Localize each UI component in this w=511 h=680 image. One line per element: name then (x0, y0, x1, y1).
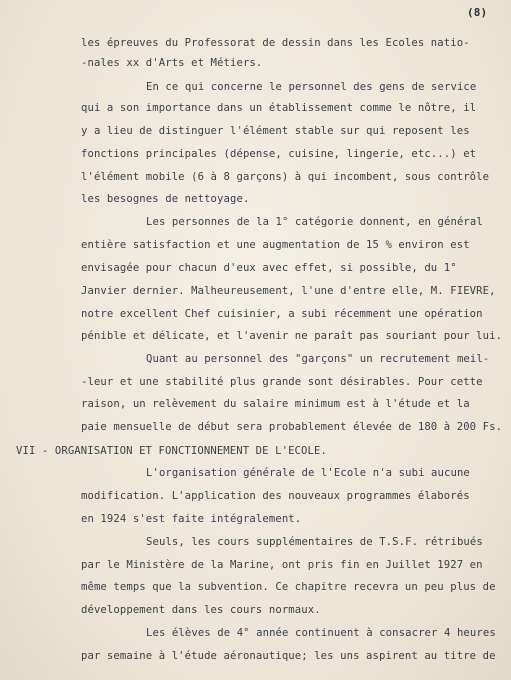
text-line: y a lieu de distinguer l'élément stable sur qui reposent les (81, 125, 470, 137)
text-line: développement dans les cours normaux. (81, 604, 321, 616)
text-line: par semaine à l'étude aéronautique; les uns aspirent au titre de (81, 650, 496, 662)
text-line: -leur et une stabilité plus grande sont désirables. Pour cette (81, 376, 483, 388)
text-line: pénible et délicate, et l'avenir ne paraît pas souriant pour lui. (81, 330, 503, 342)
text-line: modification. L'application des nouveaux programmes élaborés (81, 490, 470, 502)
text-line: en 1924 s'est faite intégralement. (81, 513, 302, 525)
text-line: notre excellent Chef cuisinier, a subi récemment une opération (81, 308, 483, 320)
text-line: Seuls, les cours supplémentaires de T.S.F. rétribués (146, 536, 483, 548)
text-line: -nales xx d'Arts et Métiers. (81, 57, 263, 69)
text-line: même temps que la subvention. Ce chapitre recevra un peu plus de (81, 581, 496, 593)
text-line: fonctions principales (dépense, cuisine, lingerie, etc...) et (81, 148, 477, 160)
text-line: raison, un relèvement du salaire minimum est à l'étude et la (81, 398, 470, 410)
text-line: Quant au personnel des "garçons" un recrutement meil- (146, 353, 490, 365)
text-line: entière satisfaction et une augmentation de 15 % environ est (81, 239, 470, 251)
text-line: Janvier dernier. Malheureusement, l'une d'entre elle, M. FIEVRE, (81, 285, 496, 297)
text-line: les épreuves du Professorat de dessin dans les Ecoles natio- (81, 37, 470, 49)
text-line: par le Ministère de la Marine, ont pris fin en Juillet 1927 en (81, 559, 483, 571)
section-heading: VII - ORGANISATION ET FONCTIONNEMENT DE L'ECOLE. (16, 445, 327, 457)
text-line: envisagée pour chacun d'eux avec effet, si possible, du 1° (81, 262, 457, 274)
text-line: En ce qui concerne le personnel des gens de service (146, 81, 477, 93)
page-number: (8) (467, 6, 488, 19)
text-line: paie mensuelle de début sera probablement élevée de 180 à 200 Fs. (81, 421, 503, 433)
text-line: L'organisation générale de l'Ecole n'a subi aucune (146, 467, 470, 479)
text-line: Les personnes de la 1° catégorie donnent, en général (146, 216, 483, 228)
text-line: les besognes de nettoyage. (81, 193, 250, 205)
text-line: qui a son importance dans un établissement comme le nôtre, il (81, 102, 477, 114)
text-line: l'élément mobile (6 à 8 garçons) à qui incombent, sous contrôle (81, 171, 490, 183)
text-line: Les élèves de 4° année continuent à consacrer 4 heures (146, 627, 496, 639)
